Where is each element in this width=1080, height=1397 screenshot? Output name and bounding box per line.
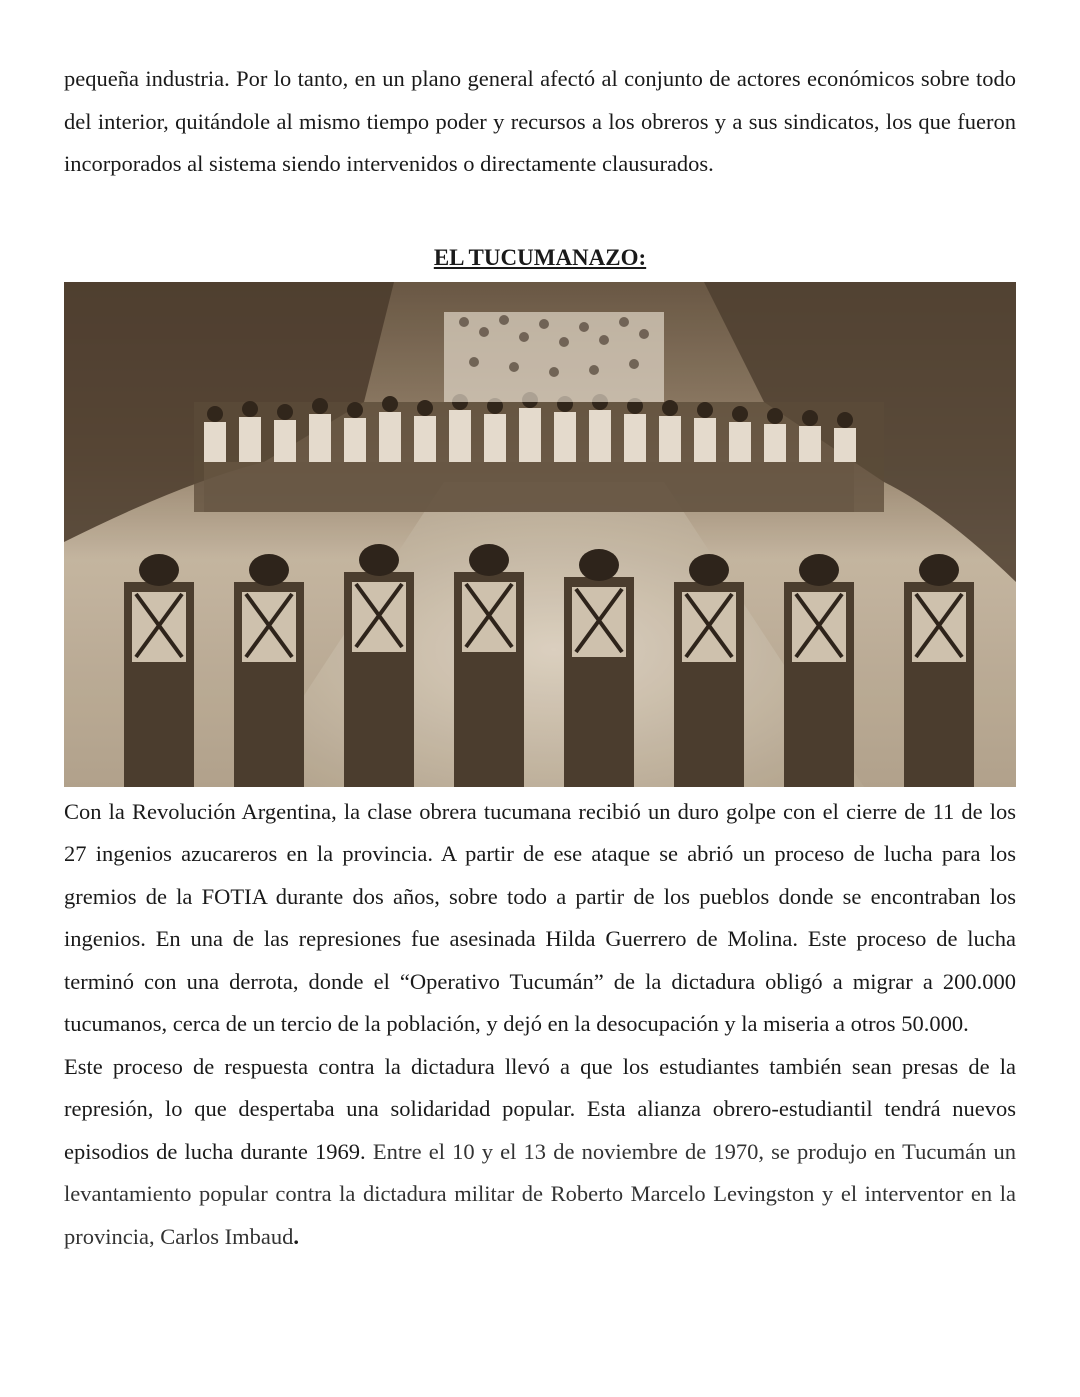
body-paragraph-2 — [64, 1046, 1016, 1259]
body-paragraph-2-part-a: Este proceso de respuesta contra la dictadura llevó a que los estudiantes también sean presas de la represión, lo que despertaba una solidaridad popular. Esta alianza obrero-estudiantil tendrá nuevos episodios de lucha durante 1969. — [64, 1053, 1016, 1164]
section-title: EL TUCUMANAZO: — [433, 244, 647, 270]
sepia-tint — [64, 282, 1016, 787]
intro-paragraph: pequeña industria. Por lo tanto, en un plano general afectó al conjunto de actores económicos sobre todo del interior, quitándole al mismo tiempo poder y recursos a los obreros y a sus sindicatos, los que fueron incorporados al sistema siendo intervenidos o directamente clausurados. — [64, 66, 1016, 176]
protest-photo — [64, 282, 1016, 787]
body-paragraph-2-end: . — [293, 1223, 299, 1249]
body-paragraph-2-part-b: Entre el 10 y el 13 de noviembre de 1970, se produjo en Tucumán un levantamiento popular contra la dictadura militar de Roberto Marcelo Levingston y el interventor en la provincia, Carlos Imbaud — [64, 1138, 1016, 1249]
body-paragraph-1: Con la Revolución Argentina, la clase obrera tucumana recibió un duro golpe con el cierre de 11 de los 27 ingenios azucareros en la provincia. A partir de ese ataque se abrió un proceso de lucha para los gremios de la FOTIA durante dos años, sobre todo a partir de los pueblos donde se encontraban los ingenios. En una de las represiones fue asesinada Hilda Guerrero de Molina. Este proceso de lucha terminó con una derrota, donde el “Operativo Tucumán” de la dictadura obligó a migrar a 200.000 tucumanos, cerca de un tercio de la población, y dejó en la desocupación y la miseria a otros 50.000. — [64, 798, 1016, 1036]
document-page — [64, 58, 1016, 1258]
